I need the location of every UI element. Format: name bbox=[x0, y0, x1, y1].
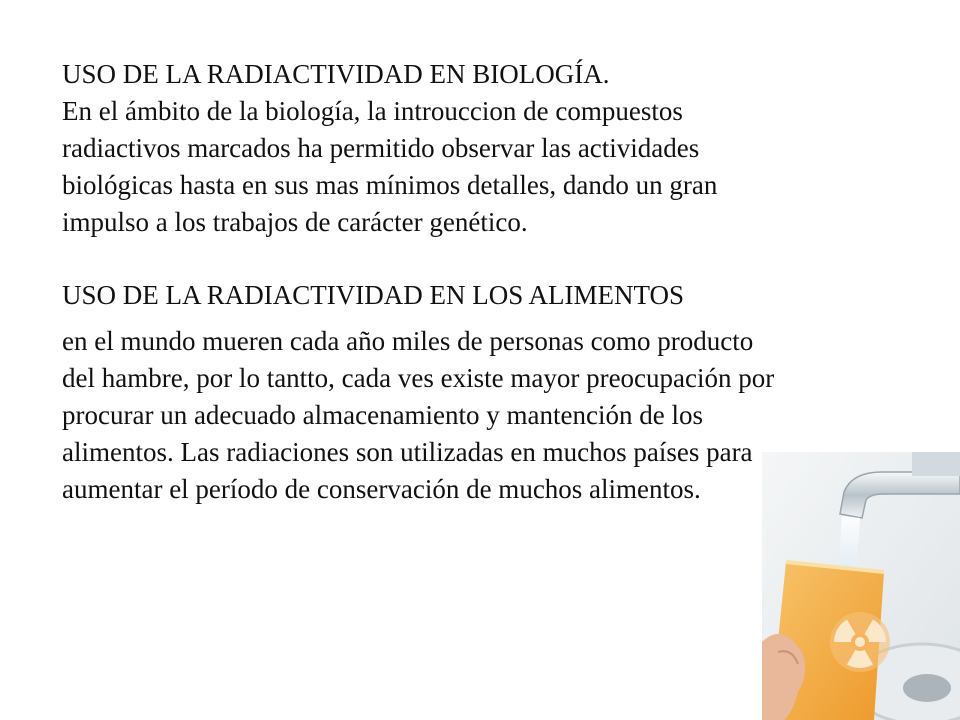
paragraph-line: radiactivos marcados ha permitido observar las actividades bbox=[62, 133, 700, 163]
section-spacer bbox=[62, 241, 932, 277]
section-title-biology: USO DE LA RADIACTIVIDAD EN BIOLOGÍA. bbox=[62, 59, 610, 89]
paragraph-line: biológicas hasta en sus mas mínimos detalles, dando un gran bbox=[62, 170, 718, 200]
paragraph-line: aumentar el período de conservación de muchos alimentos. bbox=[62, 474, 701, 504]
section-title-food: USO DE LA RADIACTIVIDAD EN LOS ALIMENTOS bbox=[62, 280, 684, 310]
radiation-icon bbox=[830, 612, 890, 672]
paragraph-line: procurar un adecuado almacenamiento y mantención de los bbox=[62, 400, 703, 430]
paragraph-line: En el ámbito de la biología, la introuccion de compuestos bbox=[62, 96, 683, 126]
paragraph-line: impulso a los trabajos de carácter genético. bbox=[62, 207, 528, 237]
title-spacer bbox=[62, 314, 932, 323]
sink-drain bbox=[903, 674, 951, 702]
paragraph-biology bbox=[62, 93, 932, 241]
paragraph-line: en el mundo mueren cada año miles de personas como producto bbox=[62, 326, 754, 356]
paragraph-food bbox=[62, 323, 932, 508]
paragraph-line: del hambre, por lo tantto, cada ves existe mayor preocupación por bbox=[62, 363, 775, 393]
paragraph-line: alimentos. Las radiaciones son utilizadas en muchos países para bbox=[62, 437, 753, 467]
slide-content bbox=[62, 56, 932, 508]
